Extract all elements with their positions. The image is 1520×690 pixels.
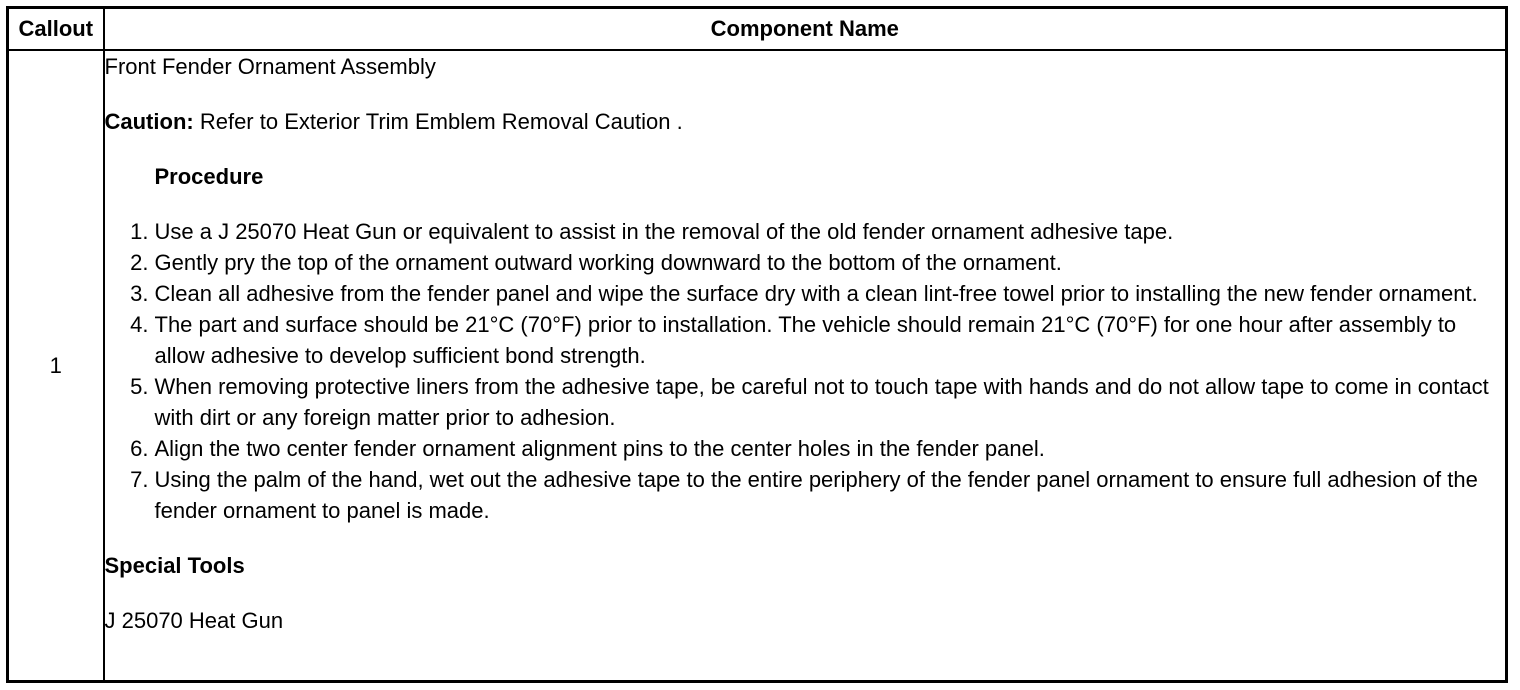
step-number: 4. [130,312,149,337]
header-row [8,8,1507,51]
special-tools-item: J 25070 Heat Gun [104,608,284,633]
component-description [104,50,1507,682]
procedure-step [105,309,1506,371]
step-text: The part and surface should be 21°C (70°F) prior to installation. The vehicle should remain 21°C (70°F) for one hour after assembly to allow adhesive to develop sufficient bond strength. [154,312,1457,368]
step-number: 2. [130,250,149,275]
special-tools-heading: Special Tools [104,553,245,578]
step-text: Align the two center fender ornament alignment pins to the center holes in the fender panel. [154,436,1045,461]
step-number: 7. [130,467,149,492]
procedure-step [105,247,1506,278]
caution-note [105,106,1506,137]
callout-table [6,6,1508,683]
header-callout: Callout [8,8,104,51]
procedure-steps [105,216,1506,526]
table-row [8,50,1507,682]
component-title: Front Fender Ornament Assembly [104,54,436,79]
callout-number: 1 [8,50,104,682]
step-text: When removing protective liners from the adhesive tape, be careful not to touch tape with hands and do not allow tape to come in contact with dirt or any foreign matter prior to adhesion. [154,374,1489,430]
step-number: 1. [130,219,149,244]
procedure-step [105,433,1506,464]
step-number: 6. [130,436,149,461]
caution-label: Caution: [104,109,194,134]
procedure-step [105,216,1506,247]
step-text: Clean all adhesive from the fender panel and wipe the surface dry with a clean lint-free towel prior to installing the new fender ornament. [154,281,1478,306]
step-text: Using the palm of the hand, wet out the adhesive tape to the entire periphery of the fender panel ornament to ensure full adhesion of the fender ornament to panel is made. [154,467,1478,523]
step-text: Gently pry the top of the ornament outward working downward to the bottom of the ornament. [154,250,1062,275]
step-number: 5. [130,374,149,399]
step-text: Use a J 25070 Heat Gun or equivalent to assist in the removal of the old fender ornament adhesive tape. [154,219,1174,244]
header-component-name: Component Name [104,8,1507,51]
procedure-heading: Procedure [154,164,264,189]
procedure-step [105,464,1506,526]
step-number: 3. [130,281,149,306]
caution-text: Refer to Exterior Trim Emblem Removal Caution . [199,109,683,134]
procedure-step [105,278,1506,309]
procedure-step [105,371,1506,433]
